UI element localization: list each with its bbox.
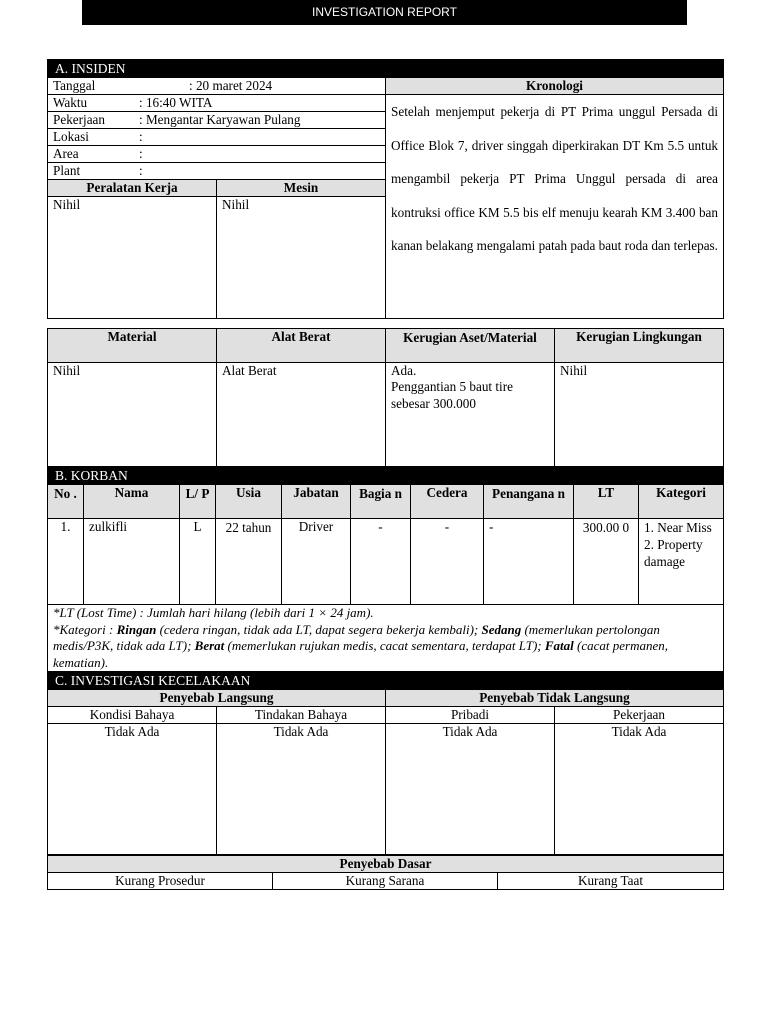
kurang-prosedur: Kurang Prosedur — [48, 873, 273, 890]
kronologi-title: Kronologi — [386, 78, 724, 95]
incident-table — [47, 59, 724, 319]
mesin-title: Mesin — [217, 180, 386, 197]
investigation-table — [47, 671, 724, 855]
area-colon: : — [139, 146, 143, 161]
cell-cedera: - — [411, 519, 484, 605]
section-c-title: C. INVESTIGASI KECELAKAAN — [48, 672, 724, 690]
plant-colon: : — [139, 163, 143, 178]
peralatan-value: Nihil — [48, 197, 217, 319]
basic-cause-table — [47, 855, 724, 890]
col-kategori: Kategori — [639, 485, 724, 519]
kerugian-aset-title: Kerugian Aset/Material — [386, 329, 555, 363]
kondisi-bahaya-value: Tidak Ada — [48, 724, 217, 855]
lokasi-colon: : — [139, 129, 143, 144]
col-lp: L/ P — [180, 485, 216, 519]
material-title: Material — [48, 329, 217, 363]
tindakan-bahaya-label: Tindakan Bahaya — [217, 707, 386, 724]
pekerjaan-label: Pekerjaan — [555, 707, 724, 724]
section-a-title: A. INSIDEN — [48, 60, 724, 78]
col-cedera: Cedera — [411, 485, 484, 519]
tanggal-label: Tanggal — [53, 78, 96, 93]
col-lt: LT — [574, 485, 639, 519]
note-kategori: *Kategori : Ringan (cedera ringan, tidak ada LT, dapat segera bekerja kembali); Sedang (memerlukan pertolongan medis/P3K, tidak ada LT); Berat (memerlukan rujukan medis, cacat sementara, terdapat LT); Fatal (cacat permanen, kematian). — [53, 621, 669, 670]
pribadi-value: Tidak Ada — [386, 724, 555, 855]
col-jabatan: Jabatan — [282, 485, 351, 519]
penyebab-tidak-langsung-title: Penyebab Tidak Langsung — [386, 690, 724, 707]
penyebab-langsung-title: Penyebab Langsung — [48, 690, 386, 707]
material-value: Nihil — [48, 363, 217, 467]
col-nama: Nama — [84, 485, 180, 519]
kondisi-bahaya-label: Kondisi Bahaya — [48, 707, 217, 724]
cell-jabatan: Driver — [282, 519, 351, 605]
cell-bagian: - — [351, 519, 411, 605]
tindakan-bahaya-value: Tidak Ada — [217, 724, 386, 855]
col-usia: Usia — [216, 485, 282, 519]
cell-lp: L — [180, 519, 216, 605]
victim-table — [47, 466, 724, 673]
pekerjaan-value: : Mengantar Karyawan Pulang — [139, 112, 301, 127]
kronologi-text: Setelah menjemput pekerja di PT Prima unggul Persada di Office Blok 7, driver singgah diperkirakan DT Km 5.5 untuk mengambil pekerja PT Prima Unggul persada di area kontruksi office KM 5.5 bis elf menuju kearah KM 3.400 ban kanan belakang mengalami patah pada baut roda dan terlepas. — [386, 95, 724, 319]
kerugian-lingkungan-value: Nihil — [555, 363, 724, 467]
report-header: INVESTIGATION REPORT — [82, 0, 687, 25]
pekerjaan-label: Pekerjaan — [53, 112, 105, 127]
alat-berat-value: Alat Berat — [217, 363, 386, 467]
area-label: Area — [53, 146, 79, 161]
col-bagian: Bagia n — [351, 485, 411, 519]
kerugian-lingkungan-title: Kerugian Lingkungan — [555, 329, 724, 363]
plant-label: Plant — [53, 163, 81, 178]
cell-usia: 22 tahun — [216, 519, 282, 605]
kurang-taat: Kurang Taat — [498, 873, 724, 890]
section-b-title: B. KORBAN — [48, 467, 724, 485]
col-penanganan: Penangana n — [484, 485, 574, 519]
cell-penanganan: - — [484, 519, 574, 605]
waktu-label: Waktu — [53, 95, 88, 110]
cell-no: 1. — [48, 519, 84, 605]
cell-nama: zulkifli — [84, 519, 180, 605]
cell-kategori: 1. Near Miss 2. Property damage — [639, 519, 724, 605]
kurang-sarana: Kurang Sarana — [273, 873, 498, 890]
loss-table — [47, 328, 724, 467]
waktu-value: : 16:40 WITA — [139, 95, 213, 110]
peralatan-title: Peralatan Kerja — [48, 180, 217, 197]
victim-notes — [48, 605, 724, 673]
pekerjaan-value: Tidak Ada — [555, 724, 724, 855]
kerugian-aset-value: Ada. Penggantian 5 baut tire sebesar 300.000 — [386, 363, 555, 467]
tanggal-value: : 20 maret 2024 — [189, 78, 273, 93]
note-lt: *LT (Lost Time) : Jumlah hari hilang (lebih dari 1 × 24 jam). — [53, 605, 374, 620]
alat-berat-title: Alat Berat — [217, 329, 386, 363]
lokasi-label: Lokasi — [53, 129, 89, 144]
pribadi-label: Pribadi — [386, 707, 555, 724]
cell-lt: 300.00 0 — [574, 519, 639, 605]
mesin-value: Nihil — [217, 197, 386, 319]
col-no: No . — [48, 485, 84, 519]
table-row — [48, 519, 724, 605]
penyebab-dasar-title: Penyebab Dasar — [48, 856, 724, 873]
